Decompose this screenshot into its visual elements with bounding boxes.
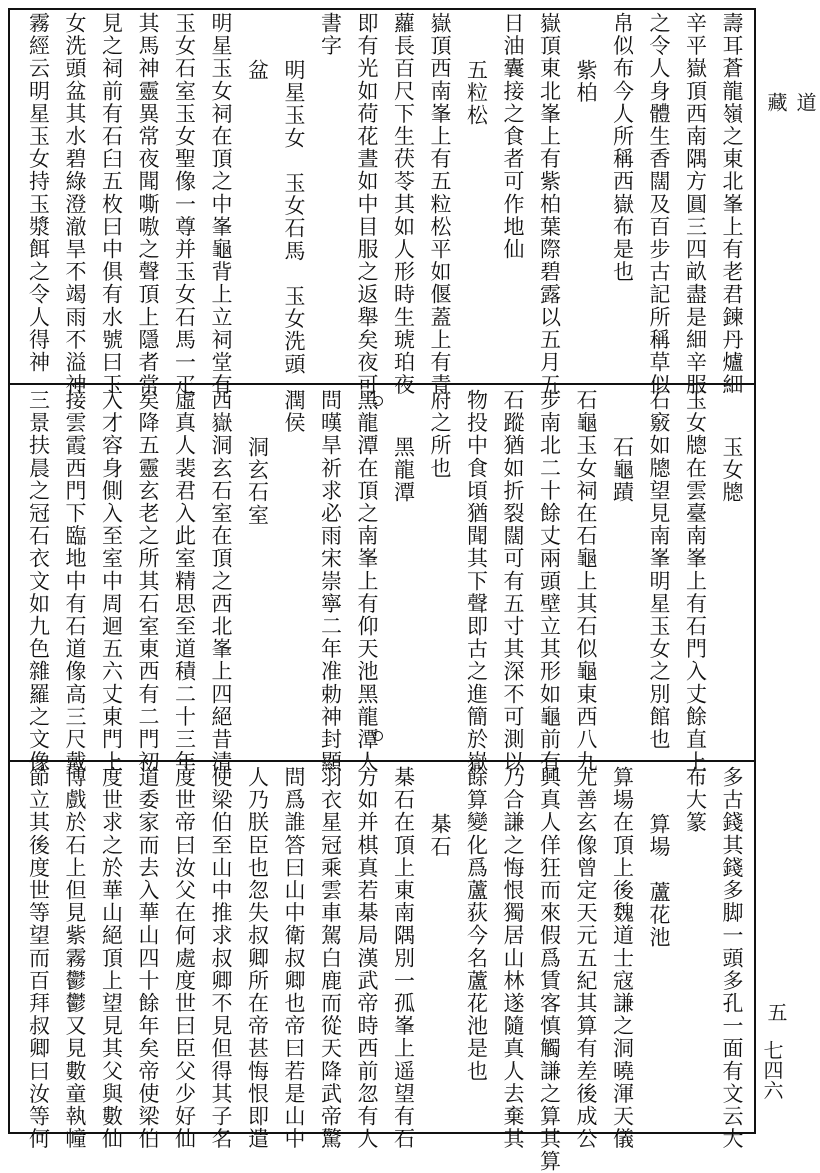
- ornament-circle: [373, 396, 383, 406]
- text-column: 多古錢其錢多脚一頭多孔一面有文云大: [720, 766, 744, 1151]
- text-column: 石龜玉女祠在石龜上其石似龜東西八九: [574, 389, 598, 774]
- text-column: 五粒松: [464, 59, 489, 127]
- text-column: 日油囊接之食者可作地仙: [501, 12, 525, 261]
- text-column: 道委家而去入華山四十餘年矣帝使梁伯: [136, 766, 160, 1151]
- text-column: 使梁伯至山中推求叔卿不見但得其子名: [209, 766, 233, 1151]
- page-number: 七四六: [760, 1040, 784, 1100]
- text-column: 女洗頭盆其水碧綠澄澈旱不竭雨不溢神: [63, 12, 87, 397]
- text-column: 嶽頂西南峯上有五粒松平如偃蓋上有青: [428, 12, 452, 397]
- text-column: 明星玉女祠在頂之中峯龜背上立祠堂有: [209, 12, 233, 397]
- text-panel-bottom: [10, 766, 754, 1173]
- text-column: 石蹤猶如折裂闊可有五寸其深不可測以: [501, 389, 525, 774]
- text-column: 明星玉女 玉女石馬 玉女洗頭: [282, 59, 306, 376]
- text-column: 壽耳蒼龍嶺之東北峯上有老君鍊丹爐細: [720, 12, 744, 397]
- text-column: 嶽頂東北峯上有紫柏葉際碧露以五月五: [537, 12, 562, 397]
- text-column: 石龜蹟: [610, 436, 635, 504]
- text-column: 問暵旱祈求必雨宋崇寧二年准勅神封顯: [318, 389, 343, 774]
- text-column: 之令人身體生香闊及百步古記所稱草似: [647, 12, 671, 397]
- text-panel-top: [10, 12, 754, 397]
- text-column: 紫柏: [574, 59, 598, 105]
- text-column: 西嶽洞玄石室在頂之西北峯上四絕昔清: [209, 389, 233, 774]
- text-column: 其馬神靈異常夜聞嘶嗷之聲頂上隱者常: [136, 12, 160, 397]
- text-column: 度世求之於華山絕頂上望見其父與數仙: [99, 766, 124, 1151]
- text-column: 興真人佯狂而來假爲賃客慎觸謙之算其算: [537, 766, 562, 1173]
- text-column: 三景扶晨之冠石衣文如九色雜羅之文像: [26, 389, 51, 774]
- text-column: 度世帝曰汝父在何處度世曰臣父少好仙: [172, 766, 197, 1151]
- text-column: 潤侯: [282, 389, 306, 435]
- text-column: 即有光如荷花晝如中目服之返舉矣夜可: [355, 12, 379, 397]
- text-column: 算場 蘆花池: [647, 813, 671, 949]
- text-column: 棊石: [428, 813, 452, 859]
- volume-number: 五: [764, 1002, 788, 1022]
- text-column: 棊石在頂上東南隅別一孤峯上遥望有石: [391, 766, 416, 1151]
- text-column: 盆: [245, 59, 270, 82]
- text-column: 虛真人裴君入此室精思至道積二十三年: [172, 389, 197, 774]
- text-column: 乃合謙之悔恨獨居山林遂隨真人去棄其: [501, 766, 525, 1151]
- text-column: 黑龍潭在頂之南峯上有仰天池黑龍潭人: [355, 389, 379, 774]
- text-column: 入才容身側入至室中周迴五六丈東門上: [99, 389, 124, 774]
- text-column: 餘算變化爲蘆荻今名蘆花池是也: [464, 766, 489, 1083]
- text-column: 步南北二十餘丈兩頭壁立其形如龜前有: [537, 389, 562, 774]
- text-column: 帛似布今人所稱西嶽布是也: [610, 12, 635, 284]
- text-panel-middle: [10, 389, 754, 774]
- text-column: 洞玄石室: [245, 436, 270, 527]
- text-column: 玉女牕在雲臺南峯上有石門入丈餘直上: [683, 389, 708, 774]
- text-column: 布大篆: [683, 766, 708, 834]
- text-column: 玉女石室玉女聖像一尊并玉女石馬一疋: [172, 12, 197, 397]
- text-column: 人乃朕臣也忽失叔卿所在帝甚悔恨即遣: [245, 766, 270, 1151]
- text-column: 羽衣星冠乘雲車駕白鹿而從天降武帝驚: [318, 766, 343, 1151]
- text-column: 黑龍潭: [391, 436, 416, 504]
- text-column: 問爲誰答曰山中衛叔卿也帝曰若是山中: [282, 766, 306, 1151]
- text-column: 霧經云明星玉女持玉漿餌之令人得神: [26, 12, 51, 374]
- text-column: 見之祠前有石臼五枚曰中俱有水號曰玉: [99, 12, 124, 397]
- text-column: 蘿長百尺下生茯苓其如人形時生琥珀夜: [391, 12, 416, 397]
- text-column: 尤善玄像曾定天元五紀其算有差後成公: [574, 766, 598, 1151]
- text-column: 府之所也: [428, 389, 452, 480]
- ornament-circle: [373, 731, 383, 741]
- text-column: 書字: [318, 12, 343, 58]
- text-column: 物投中食頃猶聞其下聲即古之進簡於嶽: [464, 389, 489, 774]
- text-column: 算場在頂上後魏道士寇謙之洞曉渾天儀: [610, 766, 635, 1151]
- text-column: 節立其後度世等望而百拜叔卿曰汝等何: [26, 766, 51, 1151]
- text-column: 辛平嶽頂西南隅方圓三四畝盡是細辛服: [683, 12, 708, 397]
- book-title: 道藏: [764, 92, 817, 164]
- text-column: 方如并棋真若棊局漢武帝時西前忽有人: [355, 766, 379, 1151]
- text-column: 博戲於石上但見紫霧鬱鬱又見數童執幢: [63, 766, 87, 1151]
- text-column: 玉女牕: [720, 436, 744, 504]
- text-column: 矣降五靈玄老之所其石室東西有二門初: [136, 389, 160, 774]
- text-column: 接雲霞西門下臨地中有石道像高三尺戴: [63, 389, 87, 774]
- text-column: 石竅如牕望見南峯明星玉女之別館也: [647, 389, 671, 751]
